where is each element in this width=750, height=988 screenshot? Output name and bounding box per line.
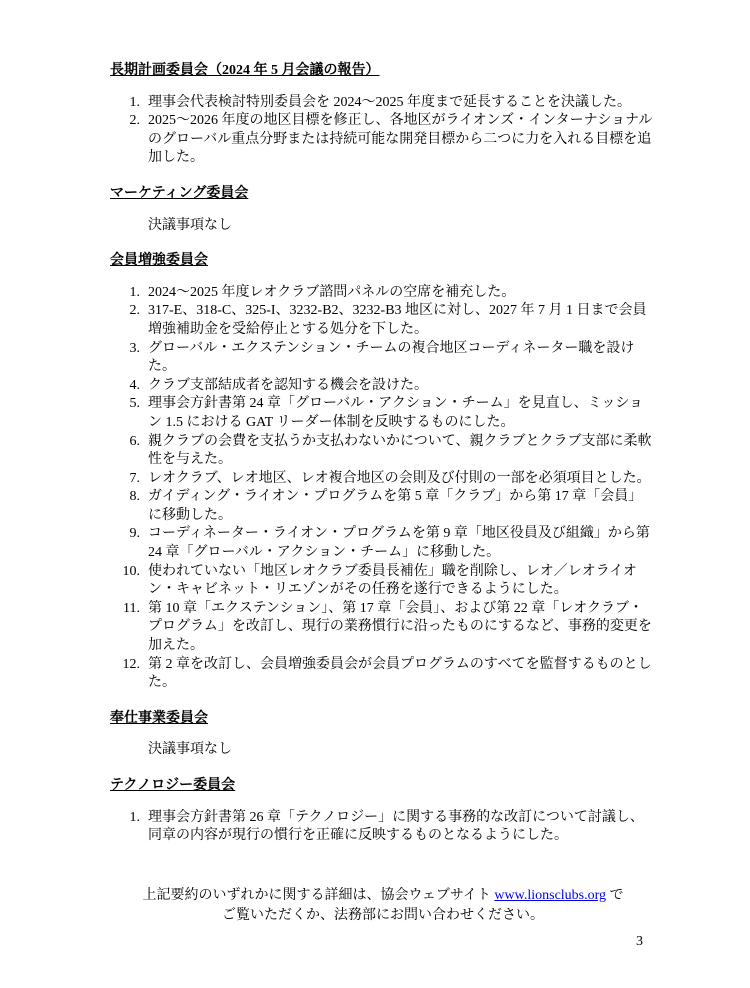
section-service-activities (110, 710, 656, 760)
footer-note (110, 886, 656, 925)
section-marketing (110, 185, 656, 235)
item-text: レオクラブ、レオ地区、レオ複合地区の会則及び付則の一部を必須項目とした。 (148, 470, 651, 486)
item-text: グローバル・エクステンション・チームの複合地区コーディネーター職を設けた。 (148, 340, 635, 375)
page-number: 3 (636, 934, 643, 949)
item-number: 1. (129, 284, 140, 300)
item-text: 親クラブの会費を支払うか支払わないかについて、親クラブとクラブ支部に柔軟性を与えた。 (148, 433, 652, 468)
resolution-item (110, 470, 656, 489)
resolution-item (110, 809, 656, 846)
item-number: 6. (129, 433, 140, 449)
item-text: 使われていない「地区レオクラブ委員長補佐」職を削除し、レオ／レオライオン・キャビネット・リエゾンがその任務を遂行できるようにした。 (148, 563, 637, 598)
item-number: 9. (129, 526, 140, 542)
resolution-item (110, 600, 656, 656)
item-text: 第 10 章「エクステンション」、第 17 章「会員」、および第 22 章「レオクラブ・プログラム」を改訂し、現行の業務慣行に沿ったものにするなど、事務的変更を加えた。 (148, 600, 652, 654)
resolution-item (110, 302, 656, 339)
resolution-item (110, 433, 656, 470)
item-text: 317-E、318-C、325-I、3232-B2、3232-B3 地区に対し、2027 年 7 月 1 日まで会員増強補助金を受給停止とする処分を下した。 (148, 303, 647, 337)
item-number: 7. (129, 470, 140, 486)
footer-line2: ご覧いただくか、法務部にお問い合わせください。 (222, 907, 544, 923)
item-number: 11. (123, 600, 140, 616)
item-text: 2025～2026 年度の地区目標を修正し、各地区がライオンズ・インターナショナルのグローバル重点分野または持続可能な開発目標から二つに力を入れる目標を追加した。 (148, 113, 653, 166)
no-resolutions-note: 決議事項なし (148, 742, 232, 758)
resolution-item (110, 395, 656, 432)
report-body (110, 62, 656, 846)
item-text: 理事会方針書第 24 章「グローバル・アクション・チーム」を見直し、ミッション 1.5 における GAT リーダー体制を反映するものにした。 (148, 396, 644, 430)
resolution-item (110, 377, 656, 396)
footer-text-before-link: 上記要約のいずれかに関する詳細は、協会ウェブサイト (142, 888, 495, 903)
section-heading: 奉仕事業委員会 (110, 710, 208, 726)
section-long-range-planning (110, 62, 656, 168)
item-text: 2024～2025 年度レオクラブ諮問パネルの空席を補充した。 (148, 284, 516, 300)
section-heading: テクノロジー委員会 (110, 778, 236, 793)
item-number: 4. (129, 377, 140, 393)
item-text: 理事会方針書第 26 章「テクノロジー」に関する事務的な改訂について討議し、同章の内容が現行の慣行を正確に反映するものとなるようにした。 (148, 809, 644, 844)
resolution-item (110, 94, 656, 113)
section-technology (110, 777, 656, 846)
item-text: コーディネーター・ライオン・プログラムを第 9 章「地区役員及び組織」から第 24 章「グローバル・アクション・チーム」に移動した。 (148, 526, 650, 561)
section-heading: 会員増強委員会 (110, 253, 208, 269)
item-number: 5. (129, 396, 140, 412)
footer-text-after-link: で (606, 888, 624, 903)
item-number: 10. (122, 563, 140, 579)
item-text: ガイディング・ライオン・プログラムを第 5 章「クラブ」から第 17 章「会員」に移動した。 (148, 489, 643, 523)
resolution-item (110, 112, 656, 168)
item-text: 第 2 章を改訂し、会員増強委員会が会員プログラムのすべてを監督するものとした。 (148, 656, 652, 691)
resolution-list (110, 809, 656, 846)
item-number: 3. (129, 340, 140, 356)
lionsclubs-website-link[interactable]: www.lionsclubs.org (494, 888, 607, 903)
section-heading: 長期計画委員会（2024 年 5 月会議の報告） (110, 63, 380, 78)
resolution-item (110, 563, 656, 600)
section-membership-development (110, 252, 656, 693)
no-resolutions-note: 決議事項なし (148, 217, 232, 233)
resolution-item (110, 284, 656, 303)
resolution-item (110, 525, 656, 562)
item-number: 8. (129, 489, 140, 505)
item-number: 2. (129, 303, 140, 319)
item-number: 2. (129, 113, 140, 129)
item-number: 1. (129, 94, 140, 110)
resolution-item (110, 488, 656, 525)
item-text: 理事会代表検討特別委員会を 2024～2025 年度まで延長することを決議した。 (148, 94, 631, 110)
item-number: 1. (129, 809, 140, 825)
resolution-item (110, 340, 656, 377)
resolution-list (110, 284, 656, 693)
item-text: クラブ支部結成者を認知する機会を設けた。 (148, 377, 428, 393)
section-heading: マーケティング委員会 (110, 185, 249, 201)
resolution-list (110, 94, 656, 168)
resolution-item (110, 656, 656, 693)
item-number: 12. (122, 656, 140, 672)
